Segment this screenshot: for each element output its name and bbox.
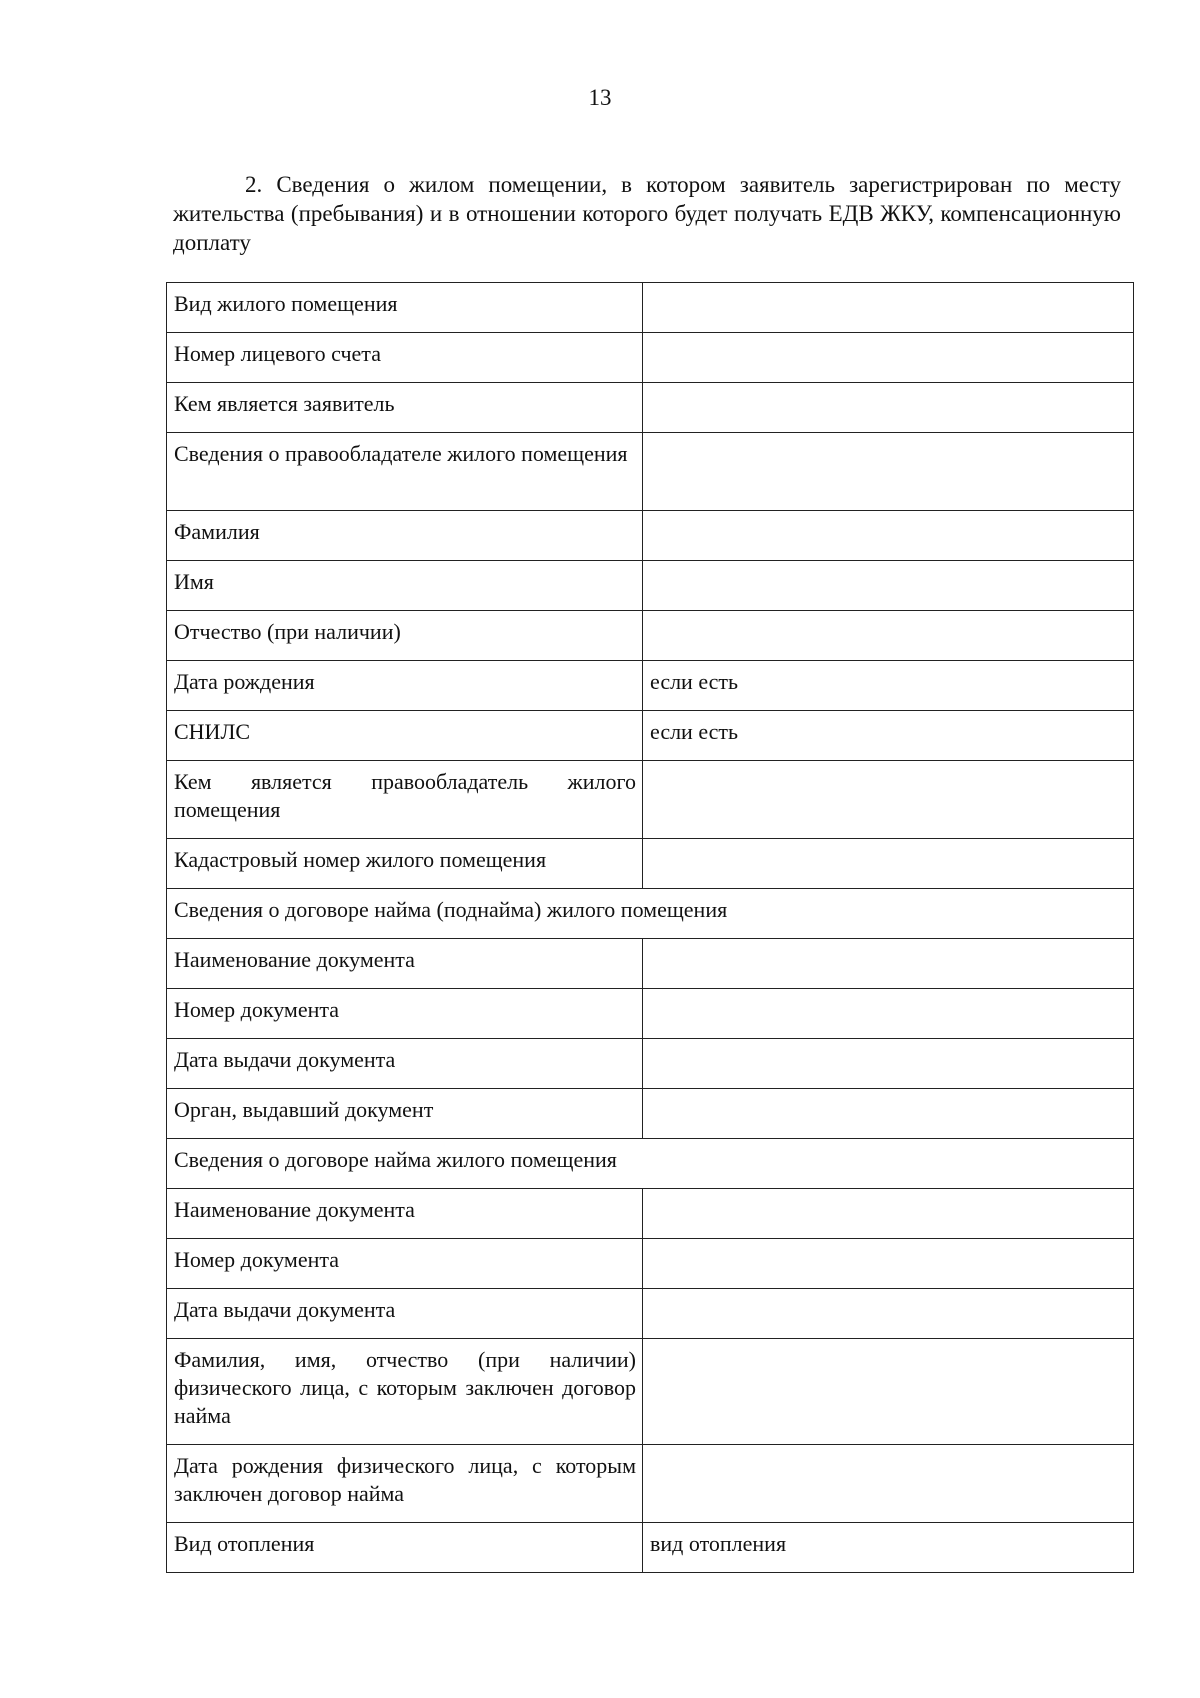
housing-info-table — [166, 282, 1134, 1573]
row-value[interactable] — [643, 1289, 1134, 1339]
table-row — [167, 989, 1134, 1039]
row-label: Фамилия — [167, 511, 643, 561]
row-value[interactable] — [643, 989, 1134, 1039]
row-label: Кадастровый номер жилого помещения — [167, 839, 643, 889]
row-value[interactable]: вид отопления — [643, 1523, 1134, 1573]
row-label: Сведения о правообладателе жилого помещения — [167, 433, 643, 511]
table-row — [167, 433, 1134, 511]
row-label: Вид жилого помещения — [167, 283, 643, 333]
row-label: Фамилия, имя, отчество (при наличии) физического лица, с которым заключен договор найма — [167, 1339, 643, 1445]
row-label: Наименование документа — [167, 1189, 643, 1239]
table-row — [167, 661, 1134, 711]
row-label: Дата рождения — [167, 661, 643, 711]
row-value[interactable]: если есть — [643, 661, 1134, 711]
row-label: Дата выдачи документа — [167, 1289, 643, 1339]
table-row — [167, 383, 1134, 433]
table-row — [167, 1339, 1134, 1445]
row-label: Имя — [167, 561, 643, 611]
table-row — [167, 1189, 1134, 1239]
table-row — [167, 761, 1134, 839]
row-value[interactable] — [643, 1189, 1134, 1239]
table-row — [167, 939, 1134, 989]
table-row — [167, 333, 1134, 383]
row-value[interactable] — [643, 511, 1134, 561]
table-section-header — [167, 889, 1134, 939]
section-intro: 2. Сведения о жилом помещении, в котором заявитель зарегистрирован по месту жительства (пребывания) и в отношении которого будет получать ЕДВ ЖКУ, компенсационную доплату — [173, 172, 1121, 255]
row-value[interactable] — [643, 839, 1134, 889]
table-row — [167, 1445, 1134, 1523]
section-header-label: Сведения о договоре найма жилого помещения — [167, 1139, 1134, 1189]
table-row — [167, 611, 1134, 661]
row-value[interactable] — [643, 1445, 1134, 1523]
row-label: Орган, выдавший документ — [167, 1089, 643, 1139]
table-row — [167, 839, 1134, 889]
row-value[interactable]: если есть — [643, 711, 1134, 761]
row-value[interactable] — [643, 939, 1134, 989]
row-label: Вид отопления — [167, 1523, 643, 1573]
row-label: Кем является заявитель — [167, 383, 643, 433]
table-section-header — [167, 1139, 1134, 1189]
table-row — [167, 1089, 1134, 1139]
row-label: Дата рождения физического лица, с которым заключен договор найма — [167, 1445, 643, 1523]
row-value[interactable] — [643, 333, 1134, 383]
row-value[interactable] — [643, 383, 1134, 433]
table-row — [167, 1289, 1134, 1339]
row-label: СНИЛС — [167, 711, 643, 761]
row-value[interactable] — [643, 1339, 1134, 1445]
table-row — [167, 1523, 1134, 1573]
table-row — [167, 283, 1134, 333]
row-value[interactable] — [643, 611, 1134, 661]
row-value[interactable] — [643, 1239, 1134, 1289]
row-value[interactable] — [643, 1089, 1134, 1139]
table-row — [167, 511, 1134, 561]
row-label: Дата выдачи документа — [167, 1039, 643, 1089]
row-value[interactable] — [643, 283, 1134, 333]
row-value[interactable] — [643, 761, 1134, 839]
row-label: Кем является правообладатель жилого помещения — [167, 761, 643, 839]
row-value[interactable] — [643, 1039, 1134, 1089]
row-label: Наименование документа — [167, 939, 643, 989]
table-row — [167, 1239, 1134, 1289]
table-row — [167, 561, 1134, 611]
page-number: 13 — [588, 85, 612, 110]
section-header-label: Сведения о договоре найма (поднайма) жилого помещения — [167, 889, 1134, 939]
row-label: Номер документа — [167, 1239, 643, 1289]
row-label: Номер документа — [167, 989, 643, 1039]
row-label: Номер лицевого счета — [167, 333, 643, 383]
row-label: Отчество (при наличии) — [167, 611, 643, 661]
table-row — [167, 711, 1134, 761]
table-row — [167, 1039, 1134, 1089]
row-value[interactable] — [643, 433, 1134, 511]
row-value[interactable] — [643, 561, 1134, 611]
